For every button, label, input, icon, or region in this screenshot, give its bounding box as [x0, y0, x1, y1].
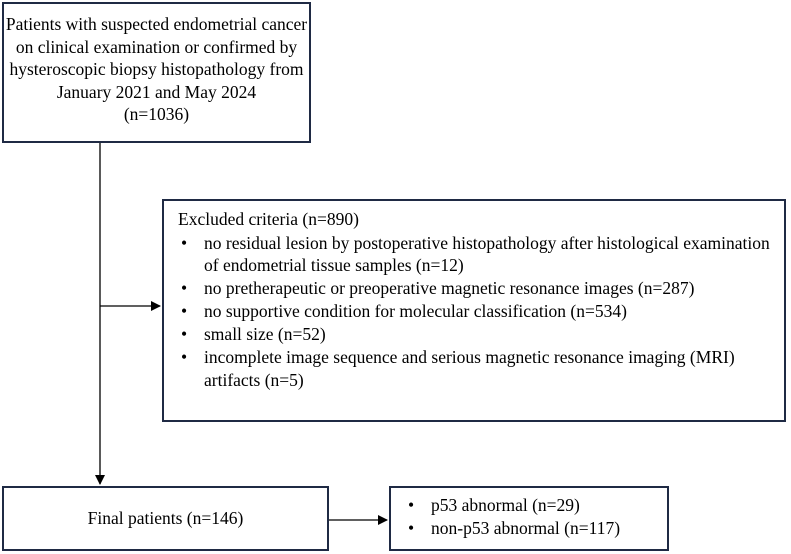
bullet-icon: •	[408, 495, 415, 515]
bullet-icon: •	[181, 324, 188, 344]
list-item	[178, 277, 774, 300]
molecular-groups-box	[389, 486, 669, 551]
bullet-icon: •	[181, 232, 188, 253]
excluded-criteria-list	[178, 232, 774, 392]
patients-line-1: Patients with suspected endometrial cancer	[5, 14, 308, 34]
molecular-groups-list	[405, 494, 659, 539]
excluded-criteria-box	[162, 199, 786, 422]
bullet-icon: •	[181, 301, 188, 321]
group-item-text: non-p53 abnormal (n=117)	[431, 517, 621, 538]
exclusion-item-text: no residual lesion by postoperative histopathology after histological examination of endometrial tissue samples (n=12)	[204, 232, 770, 275]
excluded-criteria-title: Excluded criteria (n=890)	[178, 209, 359, 229]
exclusion-item-text: incomplete image sequence and serious magnetic resonance imaging (MRI) artifacts (n=5)	[204, 347, 735, 390]
list-item	[178, 323, 774, 346]
bullet-icon: •	[181, 278, 188, 298]
patients-line-2: on clinical examination or confirmed by	[15, 36, 298, 57]
patients-count: (n=1036)	[123, 104, 190, 124]
list-item	[405, 517, 659, 540]
patients-line-4: January 2021 and May 2024	[56, 81, 257, 102]
final-patients-box	[2, 486, 329, 551]
group-item-text: p53 abnormal (n=29)	[431, 495, 580, 515]
patients-box	[2, 2, 311, 143]
list-item	[405, 494, 659, 517]
list-item	[178, 300, 774, 323]
bullet-icon: •	[408, 517, 415, 538]
list-item	[178, 232, 774, 277]
exclusion-item-text: small size (n=52)	[204, 324, 326, 344]
exclusion-item-text: no pretherapeutic or preoperative magnetic resonance images (n=287)	[204, 278, 695, 298]
exclusion-item-text: no supportive condition for molecular classification (n=534)	[204, 301, 627, 321]
list-item	[178, 346, 774, 391]
bullet-icon: •	[181, 347, 188, 367]
patients-line-3: hysteroscopic biopsy histopathology from	[9, 59, 304, 79]
final-patients-label: Final patients (n=146)	[87, 508, 244, 529]
